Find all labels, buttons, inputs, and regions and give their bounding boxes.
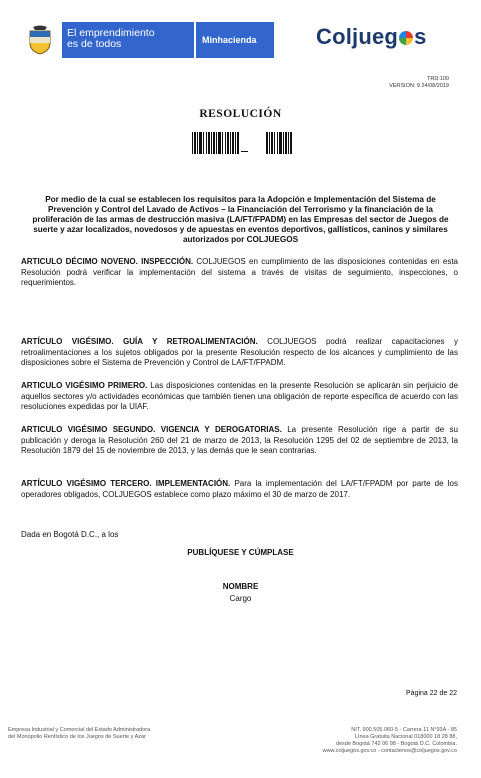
footer-contact-line-4: www.coljuegos.gov.co - contactenos@coljuegos.gov.co	[322, 748, 457, 754]
article-body: COLJUEGOS en cumplimiento de las disposiciones contenidas en esta Resolución podrá verificar la implementación del sistema a través de visitas de seguimiento, inspecciones, o requerimientos.	[21, 257, 458, 287]
article-heading: ARTÍCULO VIGÉSIMO TERCERO. IMPLEMENTACIÓN.	[21, 479, 231, 488]
article-20	[21, 337, 458, 369]
article-22	[21, 425, 458, 457]
article-19	[21, 257, 458, 289]
footer-entity-line-2: del Monopolio Rentístico de los Juegos de Suerte y Azar	[8, 734, 146, 740]
version-code: VERSION: 9 24/08/2019	[389, 82, 449, 89]
footer-contact-line-2: Línea Gratuita Nacional 018000 18 28 88,	[354, 734, 457, 740]
footer-entity	[8, 727, 150, 741]
footer-contact-line-3: desde Bogotá 742 06 98 - Bogotá D.C. Colombia.	[335, 741, 457, 747]
signer-name: NOMBRE	[222, 582, 259, 591]
publish-statement: PUBLÍQUESE Y CÚMPLASE	[187, 548, 294, 557]
barcode-icon	[192, 132, 292, 154]
slogan-block	[62, 22, 194, 58]
coljuegos-logo	[316, 24, 427, 50]
article-body: La presente Resolución rige a partir de su publicación y deroga la Resolución 260 del 21 de marzo de 2013, la Resolución 1295 del 02 de septiembre de 2013, la Resolución 1879 del 15 de noviembre de 2013, y las demás que le sean contrarias.	[21, 425, 458, 455]
article-body: Las disposiciones contenidas en la presente Resolución se aplicarán sin perjuicio de aquellos sectores y/o actividades económicas que también tienen una obligación de reporte específica de acuerdo con las resoluciones expedidas por la UIAF.	[21, 381, 458, 411]
dated-line: Dada en Bogotá D.C., a los	[21, 530, 119, 539]
footer-contact	[323, 727, 457, 755]
ministry-label: Minhacienda	[196, 22, 274, 58]
logo-text-prefix: Coljueg	[316, 24, 399, 49]
article-21	[21, 381, 458, 413]
barcode-right	[266, 132, 292, 154]
page-header	[0, 0, 481, 72]
page-number: Página 22 de 22	[406, 690, 457, 697]
logo-dot-icon	[399, 31, 413, 45]
article-heading: ARTÍCULO VIGÉSIMO. GUÍA Y RETROALIMENTACIÓN.	[21, 337, 258, 346]
document-code	[389, 76, 449, 89]
footer-entity-line-1: Empresa Industrial y Comercial del Estado Administradora	[8, 727, 151, 733]
article-23	[21, 479, 458, 500]
government-banner	[18, 22, 274, 58]
article-heading: ARTICULO DÉCIMO NOVENO. INSPECCIÓN.	[21, 257, 194, 266]
slogan-line-1: El emprendimiento	[67, 27, 155, 39]
resolution-summary: Por medio de la cual se establecen los requisitos para la Adopción e Implementación del Sistema de Prevención y Control del Lavado de Activos – la Financiación del Terrorismo y la financiación de la proliferación de las armas de destrucción masiva (LA/FT/FPADM) en las Empresas del sector de Juegos de suerte y azar localizados, novedosos y de apuestas en eventos deportivos, gallísticos, caninos y similares autorizados por COLJUEGOS	[32, 195, 449, 244]
document-title: RESOLUCIÓN	[199, 108, 282, 120]
article-heading: ARTICULO VIGÉSIMO SEGUNDO. VIGENCIA Y DEROGATORIAS.	[21, 425, 282, 434]
barcode-left	[192, 132, 239, 154]
footer-contact-line-1: NIT. 900.505.060-5 - Carrera 11 N°93A - 85	[351, 727, 457, 733]
article-body: Para la implementación del LA/FT/FPADM por parte de los operadores obligados, COLJUEGOS establece como plazo máximo el 30 de marzo de 2017.	[21, 479, 458, 499]
barcode-underscore	[239, 132, 248, 154]
signer-role: Cargo	[229, 594, 252, 603]
coat-of-arms-icon	[18, 22, 62, 58]
logo-text-suffix: s	[414, 24, 427, 49]
article-body: COLJUEGOS podrá realizar capacitaciones y retroalimentaciones a los sujetos obligados por la presente Resolución respecto de los alcances y cumplimiento de las disposiciones sobre el Sistema de Prevención y Control de LA/FT/FPADM.	[21, 337, 458, 367]
slogan-line-2: es de todos	[67, 38, 122, 50]
article-heading: ARTICULO VIGÉSIMO PRIMERO.	[21, 381, 148, 390]
trd-code: TRD:100	[426, 76, 449, 82]
